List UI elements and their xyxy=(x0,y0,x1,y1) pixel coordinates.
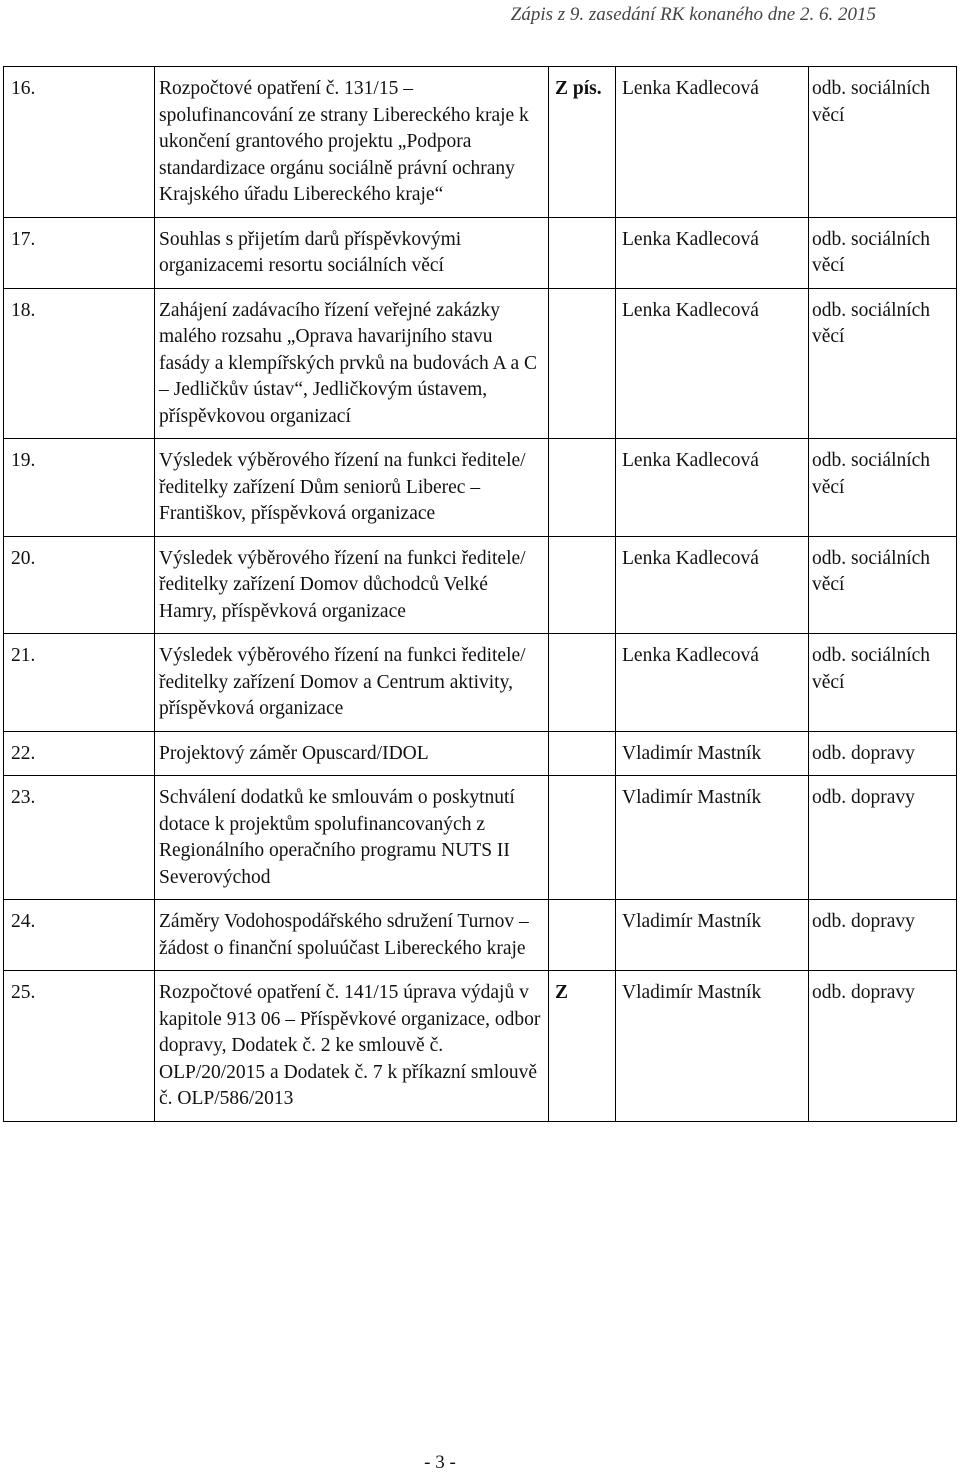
item-department: odb. dopravy xyxy=(809,900,957,971)
item-department: odb. dopravy xyxy=(809,776,957,900)
page-header: Zápis z 9. zasedání RK konaného dne 2. 6. 2015 xyxy=(510,4,876,25)
item-presenter: Lenka Kadlecová xyxy=(616,288,809,439)
item-title: Rozpočtové opatření č. 131/15 – spolufinancování ze strany Libereckého kraje k ukončení grantového projektu „Podpora standardizace orgánu sociálně právní ochrany Krajského úřadu Libereckého kraje“ xyxy=(155,67,549,218)
item-title: Výsledek výběrového řízení na funkci ředitele/ředitelky zařízení Domov a Centrum aktivity, příspěvková organizace xyxy=(155,634,549,732)
table-row xyxy=(4,439,957,537)
table-row xyxy=(4,67,957,218)
item-department: odb. sociálních věcí xyxy=(809,536,957,634)
item-title: Projektový záměr Opuscard/IDOL xyxy=(155,731,549,776)
item-number: 16. xyxy=(4,67,155,218)
item-number: 20. xyxy=(4,536,155,634)
item-title: Souhlas s přijetím darů příspěvkovými organizacemi resortu sociálních věcí xyxy=(155,217,549,288)
item-presenter: Vladimír Mastník xyxy=(616,776,809,900)
item-title: Výsledek výběrového řízení na funkci ředitele/ředitelky zařízení Domov důchodců Velké Hamry, příspěvková organizace xyxy=(155,536,549,634)
item-presenter: Lenka Kadlecová xyxy=(616,439,809,537)
item-presenter: Vladimír Mastník xyxy=(616,971,809,1122)
item-note xyxy=(549,217,616,288)
item-note xyxy=(549,288,616,439)
item-number: 21. xyxy=(4,634,155,732)
item-title: Zahájení zadávacího řízení veřejné zakázky malého rozsahu „Oprava havarijního stavu fasády a klempířských prvků na budovách A a C – Jedličkův ústav“, Jedličkovým ústavem, příspěvkovou organizací xyxy=(155,288,549,439)
item-number: 24. xyxy=(4,900,155,971)
item-note: Z pís. xyxy=(549,67,616,218)
item-note xyxy=(549,634,616,732)
item-note xyxy=(549,900,616,971)
table-row xyxy=(4,217,957,288)
item-department: odb. sociálních věcí xyxy=(809,288,957,439)
item-department: odb. sociálních věcí xyxy=(809,634,957,732)
item-note xyxy=(549,439,616,537)
item-number: 22. xyxy=(4,731,155,776)
table-row xyxy=(4,776,957,900)
item-department: odb. sociálních věcí xyxy=(809,217,957,288)
table-row xyxy=(4,536,957,634)
item-number: 17. xyxy=(4,217,155,288)
item-note: Z xyxy=(549,971,616,1122)
table-row xyxy=(4,971,957,1122)
item-department: odb. sociálních věcí xyxy=(809,67,957,218)
table-row xyxy=(4,731,957,776)
page-number: - 3 - xyxy=(424,1452,456,1473)
item-department: odb. dopravy xyxy=(809,731,957,776)
table-row xyxy=(4,288,957,439)
item-title: Schválení dodatků ke smlouvám o poskytnutí dotace k projektům spolufinancovaných z Regionálního operačního programu NUTS II Severovýchod xyxy=(155,776,549,900)
item-number: 23. xyxy=(4,776,155,900)
item-presenter: Lenka Kadlecová xyxy=(616,67,809,218)
item-note xyxy=(549,776,616,900)
table-row xyxy=(4,900,957,971)
item-presenter: Vladimír Mastník xyxy=(616,731,809,776)
table-row xyxy=(4,634,957,732)
item-department: odb. sociálních věcí xyxy=(809,439,957,537)
item-note xyxy=(549,536,616,634)
item-department: odb. dopravy xyxy=(809,971,957,1122)
item-title: Záměry Vodohospodářského sdružení Turnov – žádost o finanční spoluúčast Libereckého kraje xyxy=(155,900,549,971)
item-presenter: Lenka Kadlecová xyxy=(616,536,809,634)
item-number: 19. xyxy=(4,439,155,537)
item-title: Výsledek výběrového řízení na funkci ředitele/ředitelky zařízení Dům seniorů Liberec – Františkov, příspěvková organizace xyxy=(155,439,549,537)
item-number: 18. xyxy=(4,288,155,439)
item-presenter: Vladimír Mastník xyxy=(616,900,809,971)
item-title: Rozpočtové opatření č. 141/15 úprava výdajů v kapitole 913 06 – Příspěvkové organizace, odbor dopravy, Dodatek č. 2 ke smlouvě č. OLP/20/2015 a Dodatek č. 7 k příkazní smlouvě č. OLP/586/2013 xyxy=(155,971,549,1122)
agenda-table-body xyxy=(4,67,957,1122)
agenda-table xyxy=(3,66,957,1122)
item-presenter: Lenka Kadlecová xyxy=(616,634,809,732)
item-number: 25. xyxy=(4,971,155,1122)
item-presenter: Lenka Kadlecová xyxy=(616,217,809,288)
item-note xyxy=(549,731,616,776)
